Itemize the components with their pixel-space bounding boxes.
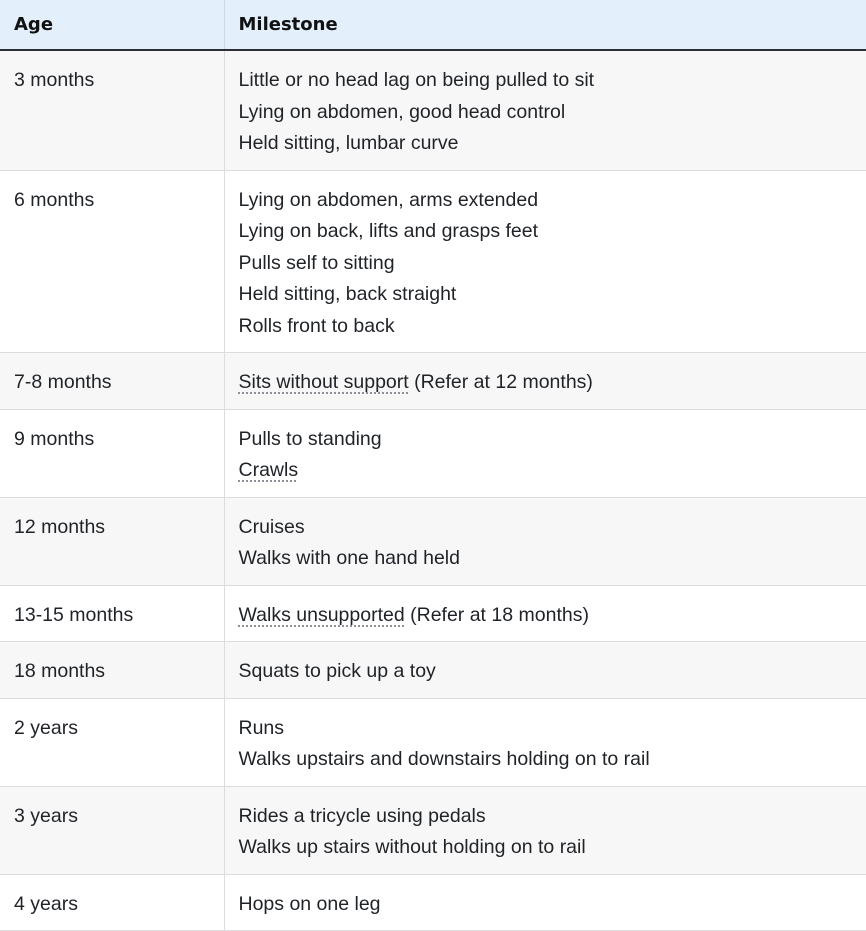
milestone-text: Held sitting, lumbar curve [238, 132, 459, 154]
milestone-item [239, 279, 853, 311]
milestone-item [239, 311, 853, 343]
milestone-item [239, 656, 853, 688]
milestone-glossary-link[interactable]: Sits without support [238, 371, 409, 393]
table-row [0, 642, 866, 699]
milestone-cell [224, 874, 866, 931]
milestone-cell [224, 497, 866, 585]
table-body [0, 50, 866, 931]
milestone-column-header[interactable]: Milestone [224, 0, 866, 50]
table-row [0, 50, 866, 170]
milestone-text: Cruises [238, 515, 305, 538]
table-row [0, 170, 866, 353]
milestone-text: Held sitting, back straight [238, 283, 457, 305]
age-cell: 18 months [0, 642, 224, 699]
milestone-text: Squats to pick up a toy [238, 660, 436, 682]
milestone-cell [224, 585, 866, 642]
milestone-cell [224, 353, 866, 410]
milestone-text: Lying on back, lifts and grasps feet [238, 220, 539, 242]
milestone-item [239, 600, 853, 632]
milestone-item [239, 543, 853, 575]
milestone-text: Pulls to standing [238, 427, 382, 450]
milestone-item [239, 65, 853, 97]
milestone-cell [224, 409, 866, 497]
milestone-cell [224, 698, 866, 786]
milestone-item [239, 832, 853, 864]
milestone-cell [224, 786, 866, 874]
milestone-item [239, 455, 853, 487]
milestone-text: Walks up stairs without holding on to rail [238, 836, 586, 858]
milestone-item [239, 512, 853, 544]
table-row [0, 585, 866, 642]
age-cell: 12 months [0, 497, 224, 585]
age-cell: 2 years [0, 698, 224, 786]
milestone-item [239, 713, 853, 745]
age-cell: 13-15 months [0, 585, 224, 642]
table-row [0, 409, 866, 497]
table-row [0, 786, 866, 874]
table-header-row [0, 0, 866, 50]
age-column-header[interactable]: Age [0, 0, 224, 50]
table-row [0, 353, 866, 410]
milestone-item [239, 801, 853, 833]
age-cell: 4 years [0, 874, 224, 931]
milestone-item [239, 744, 853, 776]
age-cell: 7-8 months [0, 353, 224, 410]
milestone-text: Rolls front to back [238, 314, 395, 337]
milestone-text: Walks upstairs and downstairs holding on to rail [238, 748, 650, 770]
age-cell: 3 months [0, 50, 224, 170]
milestone-item [239, 216, 853, 248]
milestone-item [239, 248, 853, 280]
milestone-text: Lying on abdomen, arms extended [238, 188, 539, 211]
age-cell: 3 years [0, 786, 224, 874]
milestone-text: Rides a tricycle using pedals [238, 804, 486, 827]
milestone-item [239, 185, 853, 217]
age-cell: 9 months [0, 409, 224, 497]
milestone-text: Hops on one leg [238, 892, 381, 915]
milestone-item [239, 97, 853, 129]
age-cell: 6 months [0, 170, 224, 353]
milestone-text: Runs [238, 716, 285, 739]
milestone-item [239, 889, 853, 921]
milestone-cell [224, 642, 866, 699]
referral-note: (Refer at 18 months) [404, 603, 589, 626]
milestone-cell [224, 50, 866, 170]
table-row [0, 698, 866, 786]
milestone-glossary-link[interactable]: Crawls [238, 459, 299, 481]
referral-note: (Refer at 12 months) [408, 371, 593, 393]
milestone-item [239, 424, 853, 456]
milestone-item [239, 367, 853, 399]
milestone-text: Walks with one hand held [238, 547, 460, 569]
milestone-text: Lying on abdomen, good head control [238, 100, 566, 123]
table-row [0, 874, 866, 931]
table-row [0, 497, 866, 585]
milestone-glossary-link[interactable]: Walks unsupported [238, 603, 405, 626]
milestone-text: Little or no head lag on being pulled to sit [238, 69, 595, 91]
milestone-text: Pulls self to sitting [238, 251, 395, 274]
milestone-cell [224, 170, 866, 353]
milestone-item [239, 128, 853, 160]
